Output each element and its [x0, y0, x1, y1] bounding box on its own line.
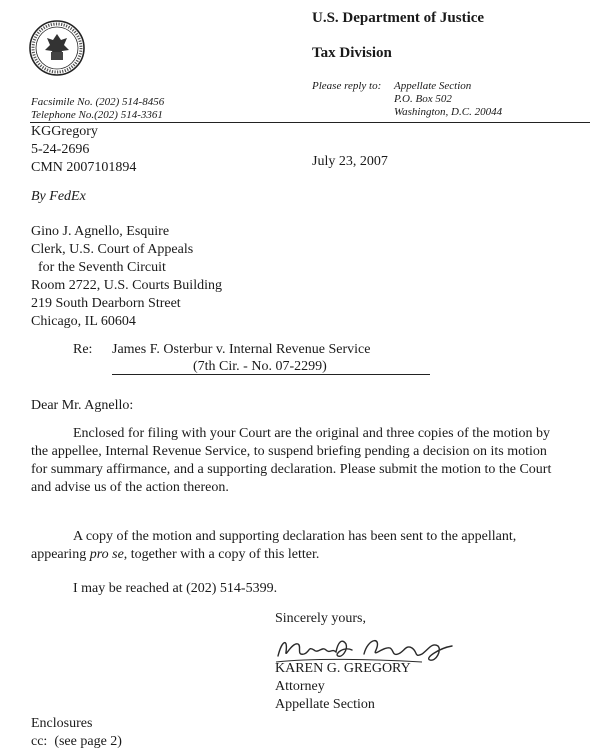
signer-name: KAREN G. GREGORY — [275, 661, 411, 676]
department-heading: U.S. Department of Justice — [312, 10, 485, 26]
pro-se-text: pro se — [89, 547, 124, 562]
address-line: 219 South Dearborn Street — [31, 296, 181, 311]
reply-to-line: Washington, D.C. 20044 — [394, 106, 503, 118]
address-line: Clerk, U.S. Court of Appeals — [31, 242, 194, 257]
enclosures-label: Enclosures — [31, 716, 93, 731]
re-case-number: (7th Cir. - No. 07-2299) — [193, 359, 327, 374]
address-line: for the Seventh Circuit — [31, 260, 166, 275]
address-line: Room 2722, U.S. Courts Building — [31, 278, 222, 293]
delivery-method: By FedEx — [31, 189, 86, 204]
division-heading: Tax Division — [312, 45, 392, 61]
reference-line: CMN 2007101894 — [31, 160, 137, 175]
facsimile-number: Facsimile No. (202) 514-8456 — [31, 96, 165, 108]
closing: Sincerely yours, — [275, 611, 366, 626]
body-paragraph: Enclosed for filing with your Court are the original and three copies of the motion by the appellee, Internal Revenue Service, to suspend briefing pending a decision on its motion for summary affirmance, and a supporting declaration. Please submit the motion to the Court and advise us of the action thereon. — [31, 426, 552, 495]
reply-to-line: Appellate Section — [394, 80, 472, 92]
paragraph-text: A copy of the motion and supporting declaration has been sent to the appellant, appearing — [31, 529, 517, 562]
reference-line: KGGregory — [31, 124, 98, 139]
signer-title: Attorney — [275, 679, 325, 694]
salutation: Dear Mr. Agnello: — [31, 398, 134, 413]
address-line: Gino J. Agnello, Esquire — [31, 224, 170, 239]
signer-section: Appellate Section — [275, 697, 375, 712]
enclosures-block — [31, 715, 122, 751]
recipient-address — [31, 223, 222, 331]
reference-line: 5-24-2696 — [31, 142, 90, 157]
reply-to-label: Please reply to: — [312, 80, 382, 92]
re-label: Re: — [73, 342, 93, 357]
letter-date: July 23, 2007 — [312, 154, 388, 169]
re-case-title: James F. Osterbur v. Internal Revenue Service — [112, 342, 371, 357]
reference-block — [31, 123, 136, 177]
reply-to-line: P.O. Box 502 — [394, 93, 452, 105]
re-underline — [112, 374, 430, 375]
telephone-number: Telephone No.(202) 514-3361 — [31, 109, 163, 121]
address-line: Chicago, IL 60604 — [31, 314, 136, 329]
cc-line: cc: (see page 2) — [31, 734, 122, 749]
doj-seal-logo — [29, 20, 85, 76]
body-paragraph: I may be reached at (202) 514-5399. — [73, 581, 278, 596]
body-paragraph — [31, 528, 561, 564]
signer-block — [275, 660, 411, 714]
paragraph-text: , together with a copy of this letter. — [123, 547, 320, 562]
